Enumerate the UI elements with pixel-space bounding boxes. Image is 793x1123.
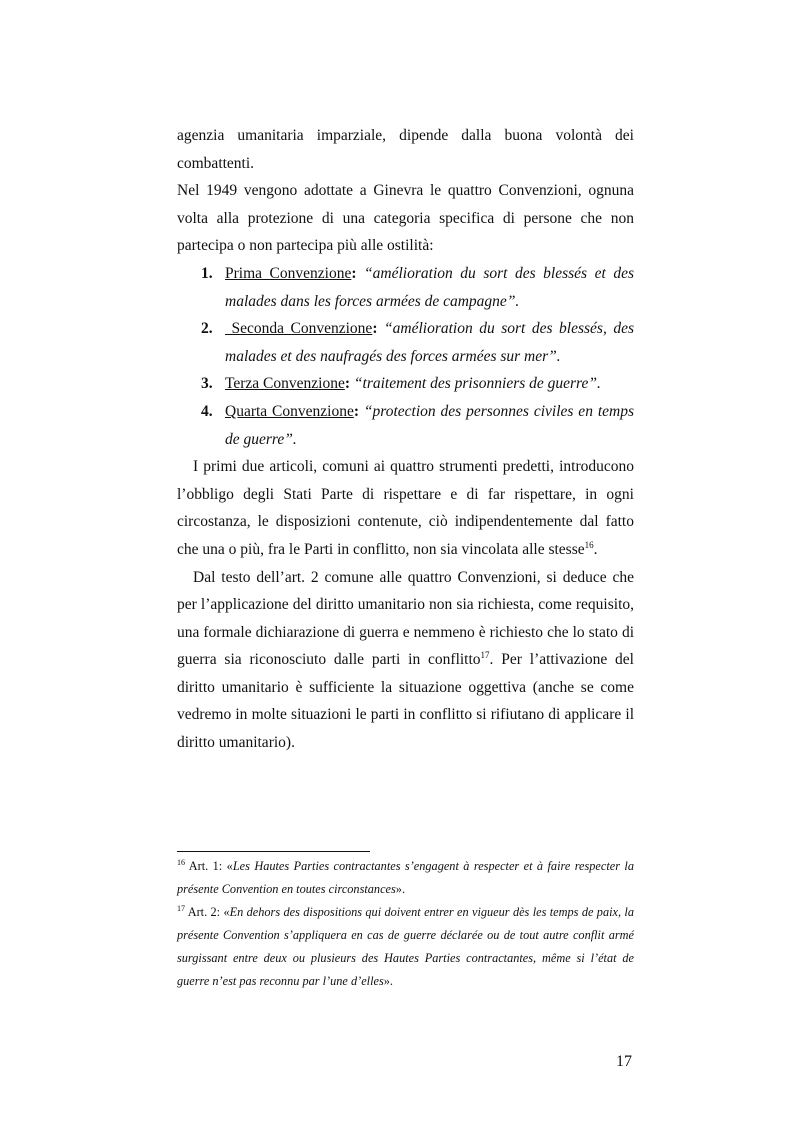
convention-title: Terza Convenzione — [225, 375, 345, 393]
convention-colon: : — [353, 402, 360, 420]
main-text — [177, 122, 634, 757]
footnote-quote: En dehors des dispositions qui doivent entrer en vigueur dès les temps de paix, la présente Convention s’appliquera en cas de guerre déclarée ou de tout autre conflit armé surgissant entre deux ou plusieurs des Hautes Parties contractantes, même si l’état de guerre n’est pas reconnu par l’une d’elles — [177, 905, 634, 988]
footnote-divider — [177, 851, 370, 852]
list-item-number: 1. — [201, 264, 213, 282]
list-item-number: 2. — [201, 320, 213, 338]
footnote-lead: Art. 1: « — [185, 859, 233, 873]
convention-title: Prima Convenzione — [225, 264, 352, 282]
footnote-16 — [177, 855, 634, 901]
paragraph-text-continued: . Per l’attivazione del diritto umanitario è sufficiente la situazione oggettiva (anche se come vedremo in molte situazioni le parti in conflitto si rifiutano di applicare il diritto umanitario). — [177, 651, 634, 752]
list-item-number: 4. — [201, 402, 213, 420]
footnote-quote: Les Hautes Parties contractantes s’engagent à respecter et à faire respecter la présente Convention en toutes circonstances — [177, 859, 635, 896]
list-item-number: 3. — [201, 375, 213, 393]
footnote-17 — [177, 901, 634, 993]
convention-text: “amélioration du sort des blessés, des malades et des naufragés des forces armées sur mer”. — [225, 320, 635, 365]
paragraph-articles — [177, 453, 634, 563]
conventions-list — [177, 260, 634, 453]
paragraph-conventions-intro: Nel 1949 vengono adottate a Ginevra le quattro Convenzioni, ognuna volta alla protezione di una categoria specifica di persone che non partecipa o non partecipa più alle ostilità: — [177, 182, 634, 255]
footnote-number: 17 — [177, 904, 185, 913]
paragraph-end: . — [593, 540, 598, 558]
convention-title: Quarta Convenzione — [225, 402, 354, 420]
page-number: 17 — [616, 1053, 632, 1070]
footnote-close: ». — [395, 882, 406, 896]
convention-colon: : — [351, 264, 357, 282]
list-item — [177, 315, 634, 370]
footnotes — [177, 855, 634, 993]
list-item — [177, 260, 634, 315]
convention-colon: : — [344, 375, 351, 393]
footnote-ref-17[interactable]: 17 — [480, 650, 490, 661]
footnote-ref-16[interactable]: 16 — [584, 539, 594, 550]
footnote-lead: Art. 2: « — [185, 905, 230, 919]
paragraph-text: Dal testo dell’art. 2 comune alle quattro Convenzioni, si deduce che per l’applicazione del diritto umanitario non sia richiesta, come requisito, una formale dichiarazione di guerra e nemmeno è richiesto che lo stato di guerra sia riconosciuto dalle parti in conflitto — [177, 568, 634, 669]
paragraph-continuation: agenzia umanitaria imparziale, dipende dalla buona volontà dei combattenti. — [177, 127, 634, 172]
convention-text: “traitement des prisonniers de guerre”. — [350, 375, 601, 393]
convention-colon: : — [372, 320, 378, 338]
footnote-close: ». — [383, 974, 393, 988]
list-item — [177, 398, 634, 453]
paragraph-text: I primi due articoli, comuni ai quattro strumenti predetti, introducono l’obbligo degli Stati Parte di rispettare e di far rispettare, in ogni circostanza, le disposizioni contenute, ciò indipendentemente dal fatto che una o più, fra le Parti in conflitto, non sia vincolata alle stesse — [177, 458, 634, 558]
convention-text: “protection des personnes civiles en temps de guerre”. — [225, 402, 634, 448]
convention-title: Seconda Convenzione — [225, 320, 373, 338]
list-item — [177, 370, 634, 398]
convention-text: “amélioration du sort des blessés et des malades dans les forces armées de campagne”. — [225, 264, 634, 310]
paragraph-art2 — [177, 564, 634, 757]
footnote-number: 16 — [177, 858, 185, 867]
